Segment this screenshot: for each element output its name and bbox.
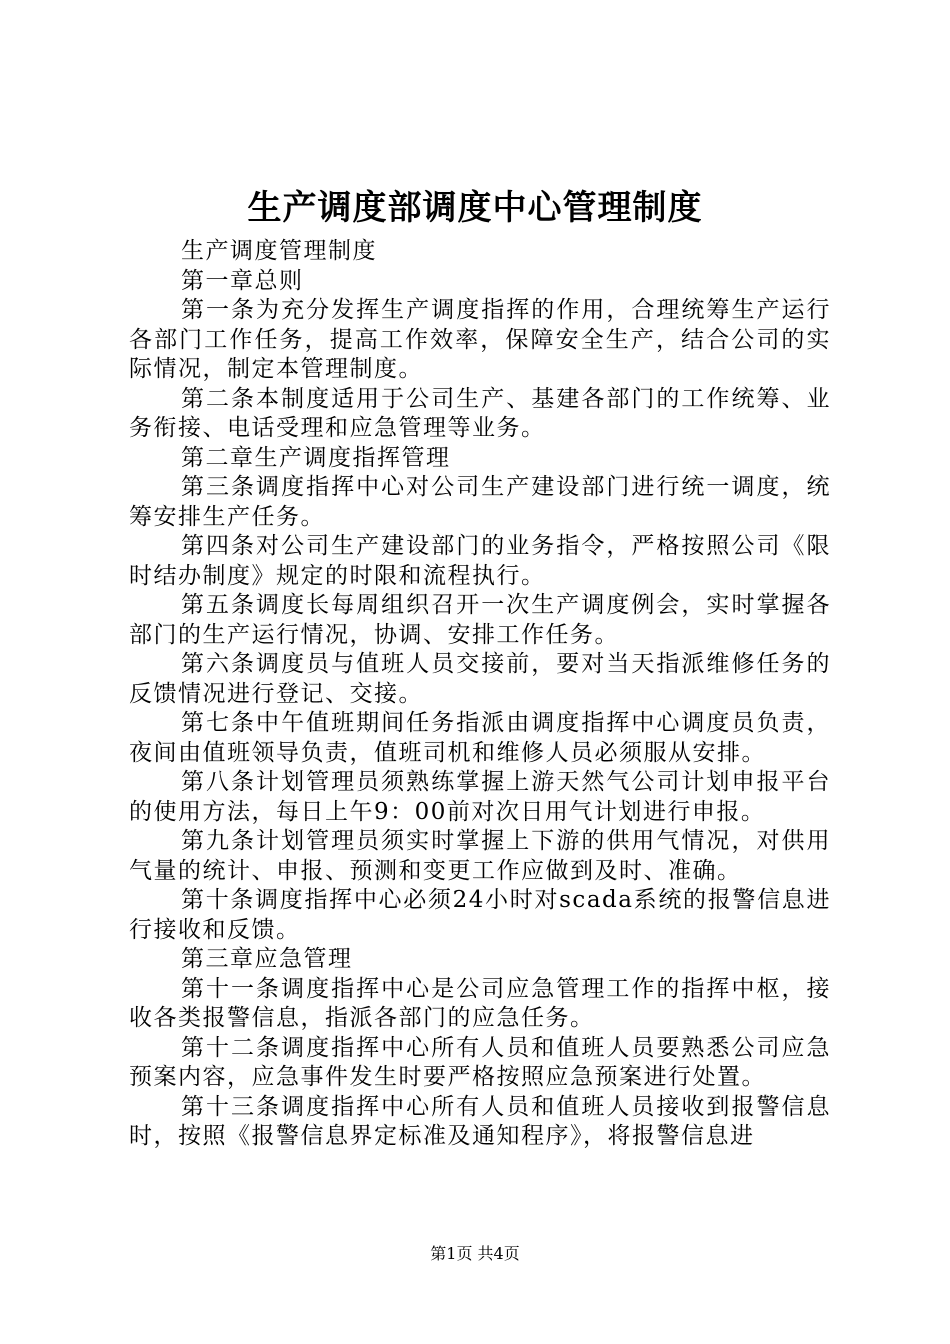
paragraph: 第一条为充分发挥生产调度指挥的作用，合理统筹生产运行各部门工作任务，提高工作效率，保障安全生产，结合公司的实际情况，制定本管理制度。 — [129, 297, 831, 382]
chapter-heading: 第三章应急管理 — [181, 946, 353, 972]
paragraph: 第十一条调度指挥中心是公司应急管理工作的指挥中枢，接收各类报警信息，指派各部门的应急任务。 — [129, 975, 831, 1031]
chapter-heading: 第一章总则 — [181, 267, 304, 294]
paragraph: 第十二条调度指挥中心所有人员和值班人员要熟悉公司应急预案内容，应急事件发生时要严格按照应急预案进行处置。 — [129, 1034, 831, 1090]
paragraph: 第四条对公司生产建设部门的业务指令，严格按照公司《限时结办制度》规定的时限和流程执行。 — [129, 533, 831, 589]
paragraph: 第六条调度员与值班人员交接前，要对当天指派维修任务的反馈情况进行登记、交接。 — [129, 651, 831, 707]
paragraph: 第七条中午值班期间任务指派由调度指挥中心调度员负责，夜间由值班领导负责，值班司机和维修人员必须服从安排。 — [129, 710, 831, 766]
paragraph: 第九条计划管理员须实时掌握上下游的供用气情况，对供用气量的统计、申报、预测和变更工作应做到及时、准确。 — [129, 828, 831, 884]
paragraph: 第二条本制度适用于公司生产、基建各部门的工作统筹、业务衔接、电话受理和应急管理等业务。 — [129, 385, 831, 441]
paragraph: 第三条调度指挥中心对公司生产建设部门进行统一调度，统筹安排生产任务。 — [129, 474, 831, 530]
document-title: 生产调度部调度中心管理制度 — [247, 188, 703, 228]
paragraph: 生产调度管理制度 — [181, 238, 377, 264]
document-body — [129, 237, 831, 1152]
chapter-heading: 第二章生产调度指挥管理 — [181, 444, 451, 471]
page-footer: 第1页 共4页 — [430, 1244, 520, 1263]
paragraph: 第十条调度指挥中心必须24小时对scada系统的报警信息进行接收和反馈。 — [129, 887, 831, 943]
paragraph: 第十三条调度指挥中心所有人员和值班人员接收到报警信息时，按照《报警信息界定标准及通知程序》，将报警信息进 — [129, 1093, 831, 1149]
paragraph: 第八条计划管理员须熟练掌握上游天然气公司计划申报平台的使用方法，每日上午9：00前对次日用气计划进行申报。 — [129, 769, 831, 825]
paragraph: 第五条调度长每周组织召开一次生产调度例会，实时掌握各部门的生产运行情况，协调、安排工作任务。 — [129, 592, 831, 648]
